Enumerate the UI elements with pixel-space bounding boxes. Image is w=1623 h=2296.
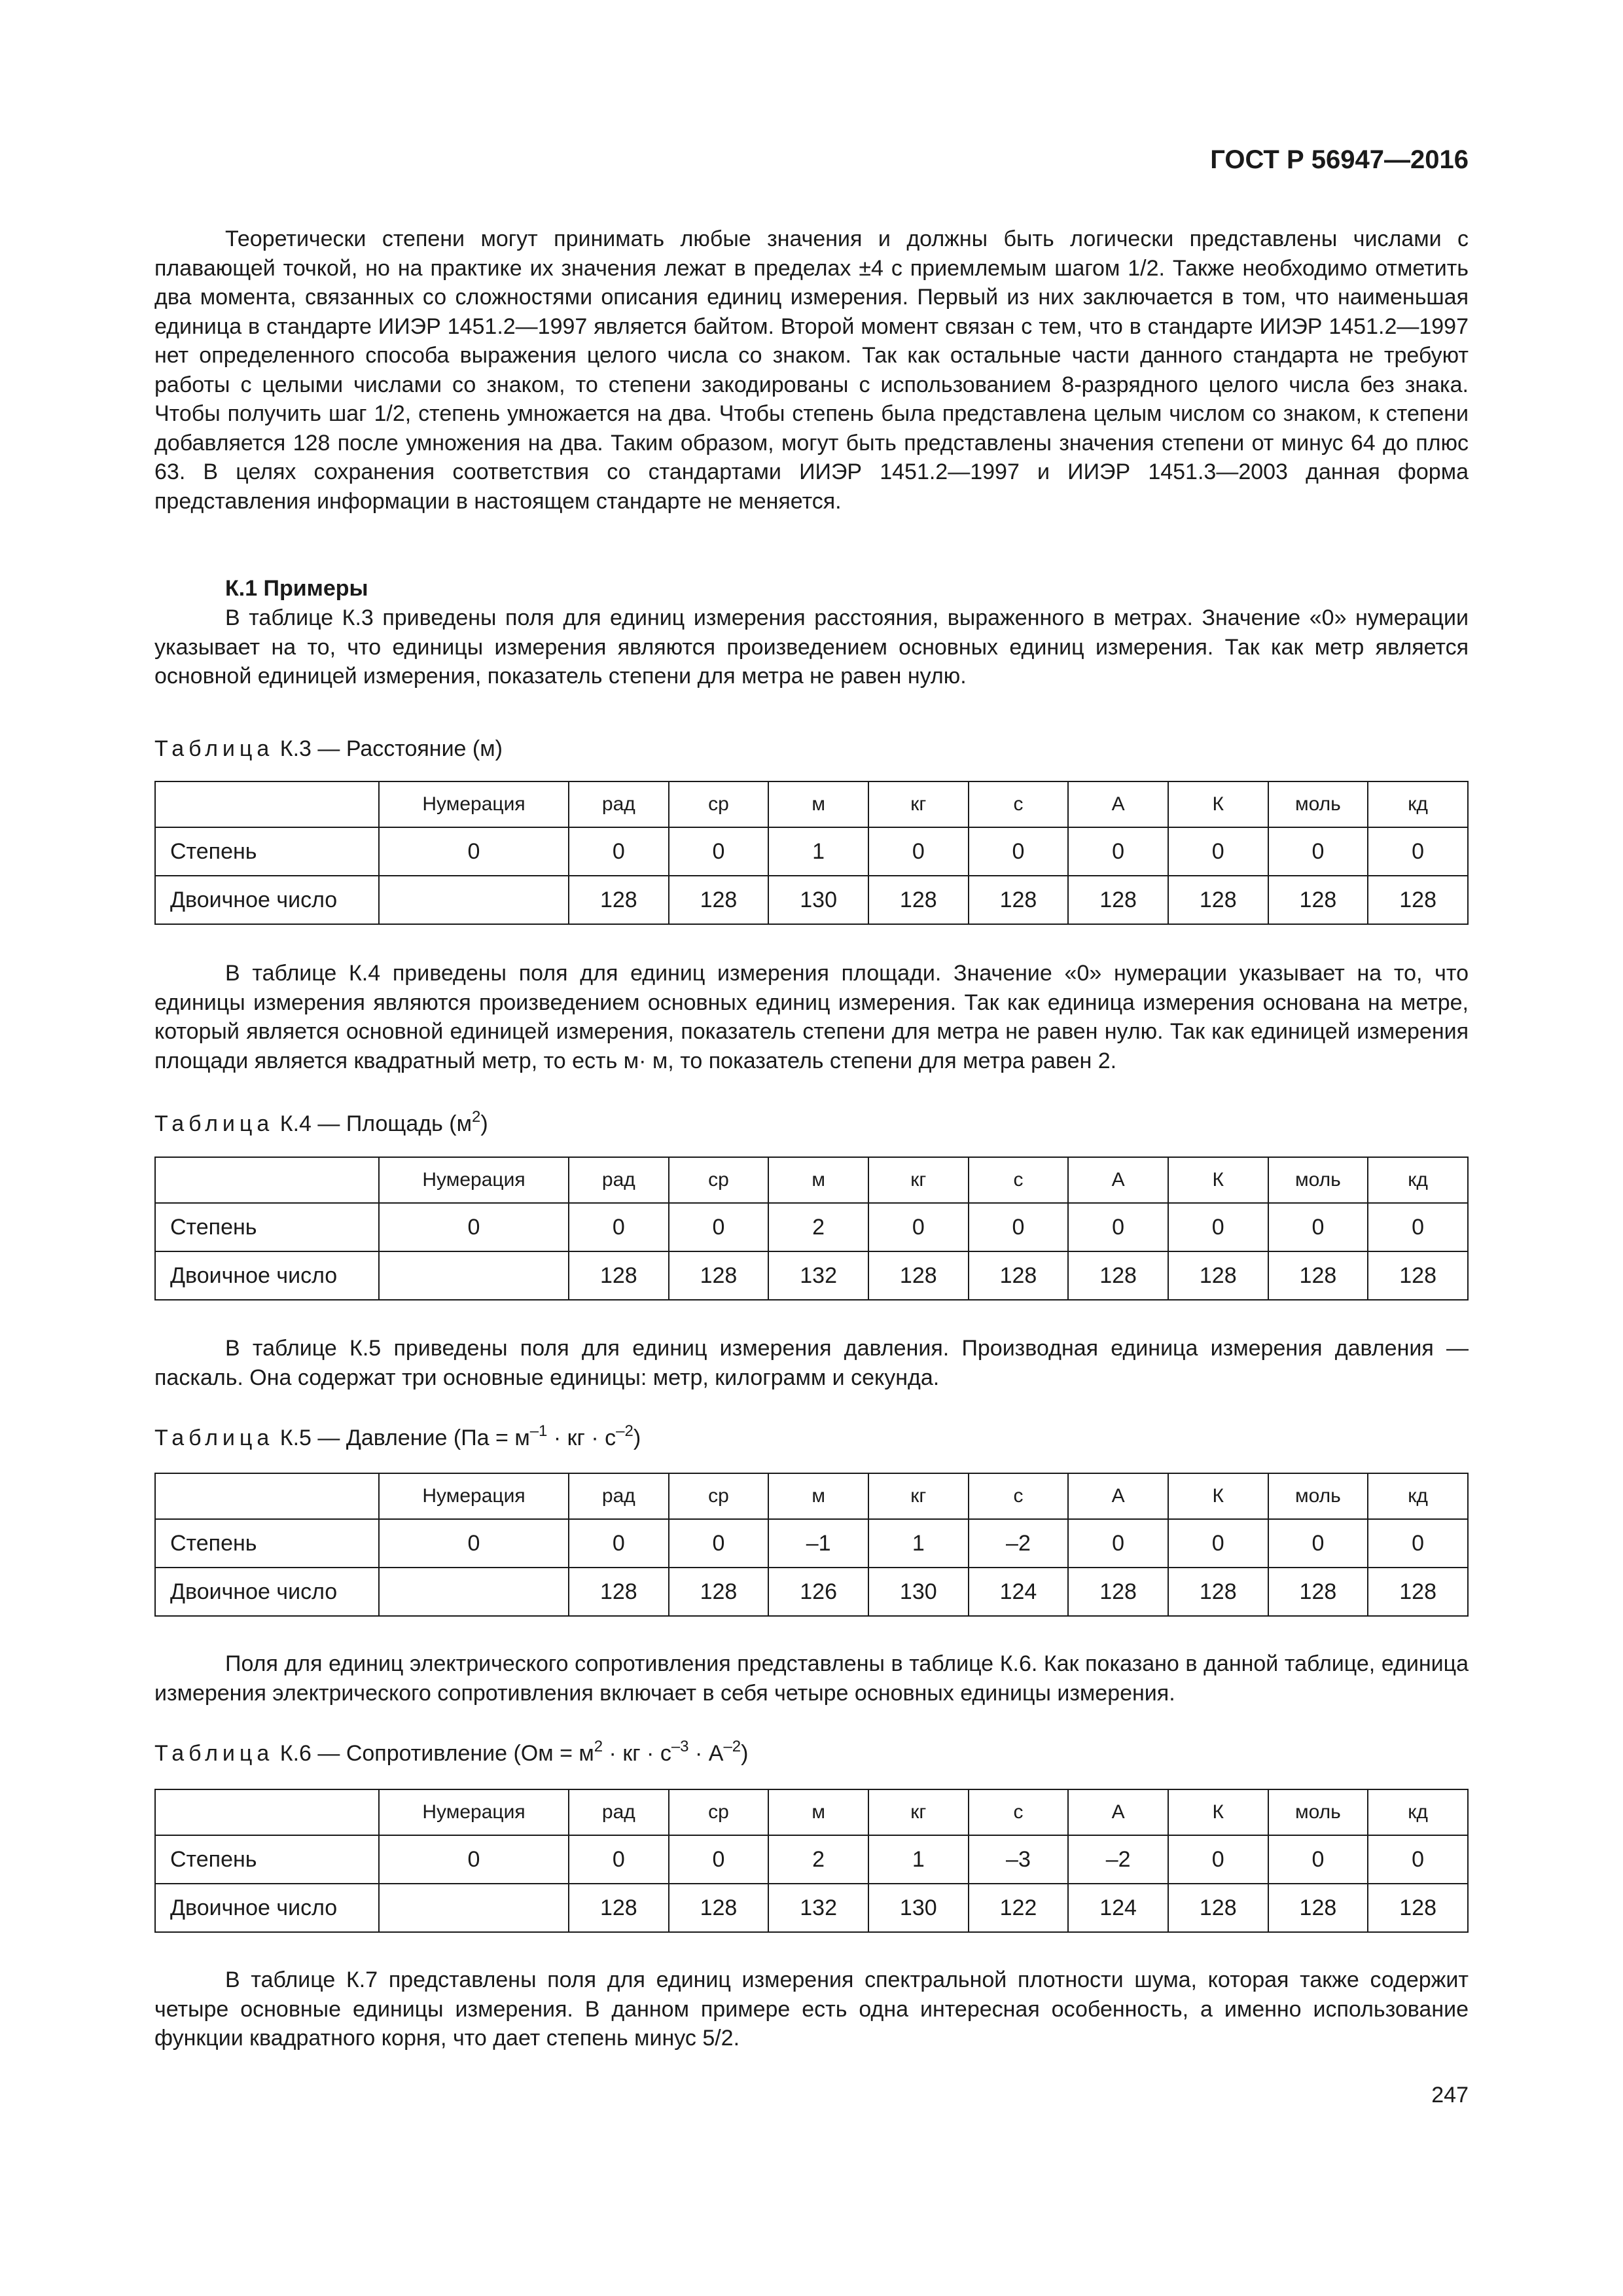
- header-cell: кг: [868, 1473, 969, 1519]
- table-row: [155, 827, 1468, 876]
- table-cell: 0: [1368, 1203, 1468, 1251]
- header-cell: с: [969, 1789, 1069, 1835]
- header-cell: м: [768, 1789, 868, 1835]
- table-cell: 0: [1168, 827, 1268, 876]
- caption-text-mid: · кг · с: [603, 1741, 671, 1766]
- table-cell: 0: [969, 827, 1069, 876]
- table-cell: 130: [868, 1884, 969, 1932]
- table-cell: [379, 1568, 569, 1616]
- table-cell: 0: [569, 1203, 669, 1251]
- table-cell: 128: [969, 1251, 1069, 1300]
- header-cell: ср: [669, 1473, 769, 1519]
- table-k4-caption: [154, 1109, 488, 1138]
- header-cell: моль: [1268, 1789, 1368, 1835]
- table-cell: 0: [1068, 1519, 1168, 1568]
- table-cell: 0: [868, 1203, 969, 1251]
- table-cell: 0: [669, 1203, 769, 1251]
- table-cell: 0: [1368, 1519, 1468, 1568]
- table-k6-caption: [154, 1739, 748, 1768]
- table-cell: 0: [569, 827, 669, 876]
- table-cell: 0: [569, 1835, 669, 1884]
- row-label: Степень: [155, 1203, 379, 1251]
- table-cell: [379, 1251, 569, 1300]
- caption-word: Таблица: [154, 1741, 274, 1766]
- table-header-row: [155, 1473, 1468, 1519]
- section-title: К.1 Примеры: [225, 576, 368, 601]
- table-cell: –2: [969, 1519, 1069, 1568]
- table-row: [155, 1203, 1468, 1251]
- header-cell: ср: [669, 1789, 769, 1835]
- caption-superscript: 2: [594, 1737, 603, 1755]
- table-cell: 128: [1168, 1568, 1268, 1616]
- table-k5-caption: [154, 1424, 641, 1452]
- table-cell: 130: [768, 876, 868, 924]
- table-cell: 0: [1368, 1835, 1468, 1884]
- table-cell: 0: [669, 1519, 769, 1568]
- row-label: Степень: [155, 1835, 379, 1884]
- caption-word: Таблица: [154, 1111, 274, 1136]
- table-k4: [154, 1157, 1469, 1300]
- header-cell: кг: [868, 1789, 969, 1835]
- row-label: Двоичное число: [155, 1568, 379, 1616]
- header-cell: кд: [1368, 781, 1468, 827]
- table-cell: 0: [1268, 1203, 1368, 1251]
- table-cell: 0: [1168, 1519, 1268, 1568]
- table-cell: 128: [569, 1884, 669, 1932]
- header-cell: К: [1168, 781, 1268, 827]
- table-cell: 124: [1068, 1884, 1168, 1932]
- header-cell: моль: [1268, 1473, 1368, 1519]
- caption-text-end: ): [741, 1741, 749, 1766]
- table-cell: –1: [768, 1519, 868, 1568]
- table-cell: 128: [1168, 1251, 1268, 1300]
- paragraph-k6: Поля для единиц электрического сопротивления представлены в таблице К.6. Как показано в данной таблице, единица измерения электрического сопротивления включает в себя четыре основных единицы измерения.: [154, 1651, 1469, 1706]
- header-cell: кд: [1368, 1473, 1468, 1519]
- table-row: [155, 1884, 1468, 1932]
- caption-text: К.3 — Расстояние (м): [279, 736, 503, 761]
- header-cell: [155, 1473, 379, 1519]
- header-cell: Нумерация: [379, 1789, 569, 1835]
- caption-text-mid: · кг · с: [547, 1426, 616, 1450]
- table-cell: 128: [1368, 1251, 1468, 1300]
- table-cell: 0: [1268, 1519, 1368, 1568]
- table-cell: 0: [1268, 827, 1368, 876]
- caption-superscript: –3: [671, 1737, 689, 1755]
- document-id-header: ГОСТ Р 56947—2016: [1210, 145, 1469, 174]
- caption-superscript: 2: [471, 1107, 481, 1126]
- table-cell: 0: [379, 827, 569, 876]
- header-cell: рад: [569, 781, 669, 827]
- caption-text-mid2: · А: [688, 1741, 724, 1766]
- header-cell: А: [1068, 1473, 1168, 1519]
- header-cell: рад: [569, 1157, 669, 1203]
- table-row: [155, 1251, 1468, 1300]
- table-cell: 0: [1068, 827, 1168, 876]
- header-cell: Нумерация: [379, 781, 569, 827]
- table-cell: 128: [1168, 1884, 1268, 1932]
- table-header-row: [155, 1157, 1468, 1203]
- table-cell: 0: [569, 1519, 669, 1568]
- table-cell: 122: [969, 1884, 1069, 1932]
- table-cell: 128: [1268, 1884, 1368, 1932]
- table-cell: 2: [768, 1203, 868, 1251]
- table-k6: [154, 1789, 1469, 1933]
- caption-superscript: –1: [529, 1422, 548, 1440]
- table-cell: 128: [1168, 876, 1268, 924]
- header-cell: м: [768, 1473, 868, 1519]
- paragraph-k3: В таблице К.3 приведены поля для единиц измерения расстояния, выраженного в метрах. Значение «0» нумерации указывает на то, что единицы измерения являются произведением основных единиц измерения. Так как метр является основной единицей измерения, показатель степени для метра не равен нулю.: [154, 605, 1469, 689]
- table-cell: 0: [669, 827, 769, 876]
- header-cell: Нумерация: [379, 1473, 569, 1519]
- header-cell: К: [1168, 1473, 1268, 1519]
- caption-superscript: –2: [723, 1737, 741, 1755]
- header-cell: кг: [868, 781, 969, 827]
- table-cell: 1: [768, 827, 868, 876]
- row-label: Двоичное число: [155, 876, 379, 924]
- table-cell: 128: [1268, 1251, 1368, 1300]
- header-cell: рад: [569, 1789, 669, 1835]
- table-cell: 0: [1068, 1203, 1168, 1251]
- table-header-row: [155, 781, 1468, 827]
- header-cell: [155, 1789, 379, 1835]
- header-cell: А: [1068, 1789, 1168, 1835]
- header-cell: кг: [868, 1157, 969, 1203]
- caption-superscript: –2: [616, 1422, 633, 1440]
- caption-text-end: ): [633, 1426, 641, 1450]
- table-cell: 128: [569, 1251, 669, 1300]
- table-cell: 132: [768, 1884, 868, 1932]
- caption-word: Таблица: [154, 1426, 274, 1450]
- table-cell: 128: [868, 876, 969, 924]
- table-cell: 132: [768, 1251, 868, 1300]
- caption-text: К.6 — Сопротивление (Ом = м: [279, 1741, 594, 1766]
- header-cell: А: [1068, 781, 1168, 827]
- table-cell: 128: [868, 1251, 969, 1300]
- table-cell: 0: [379, 1203, 569, 1251]
- table-cell: 0: [1368, 827, 1468, 876]
- table-cell: 0: [1168, 1203, 1268, 1251]
- table-cell: 1: [868, 1835, 969, 1884]
- table-cell: 128: [1068, 1568, 1168, 1616]
- paragraph-k4: В таблице К.4 приведены поля для единиц измерения площади. Значение «0» нумерации указывает на то, что единицы измерения являются произведением основных единиц измерения. Так как единица измерения основана на метре, который является основной единицей измерения, показатель степени для метра не равен нулю. Так как единицей измерения площади является квадратный метр, то есть м· м, то показатель степени для метра равен 2.: [154, 961, 1469, 1073]
- header-cell: [155, 781, 379, 827]
- header-cell: с: [969, 1473, 1069, 1519]
- table-cell: 0: [969, 1203, 1069, 1251]
- paragraph-k5: В таблице К.5 приведены поля для единиц измерения давления. Производная единица измерения давления — паскаль. Она содержат три основные единицы: метр, килограмм и секунда.: [154, 1336, 1469, 1390]
- header-cell: моль: [1268, 781, 1368, 827]
- table-cell: 128: [1368, 1884, 1468, 1932]
- table-cell: 128: [1368, 876, 1468, 924]
- table-cell: 0: [1268, 1835, 1368, 1884]
- table-row: [155, 1568, 1468, 1616]
- table-cell: 126: [768, 1568, 868, 1616]
- paragraph-k7: В таблице К.7 представлены поля для единиц измерения спектральной плотности шума, которая также содержит четыре основные единицы измерения. В данном примере есть одна интересная особенность, а именно использование функции квадратного корня, что дает степень минус 5/2.: [154, 1967, 1469, 2051]
- table-cell: 0: [669, 1835, 769, 1884]
- header-cell: К: [1168, 1789, 1268, 1835]
- table-cell: 0: [1168, 1835, 1268, 1884]
- header-cell: К: [1168, 1157, 1268, 1203]
- table-cell: 128: [569, 1568, 669, 1616]
- table-cell: 128: [1268, 876, 1368, 924]
- table-row: [155, 1835, 1468, 1884]
- row-label: Степень: [155, 827, 379, 876]
- caption-word: Таблица: [154, 736, 274, 761]
- table-cell: [379, 1884, 569, 1932]
- table-cell: 0: [379, 1835, 569, 1884]
- table-cell: 128: [669, 1251, 769, 1300]
- header-cell: м: [768, 1157, 868, 1203]
- table-cell: 128: [1268, 1568, 1368, 1616]
- table-cell: 124: [969, 1568, 1069, 1616]
- table-k5: [154, 1473, 1469, 1617]
- table-cell: 128: [1068, 876, 1168, 924]
- header-cell: ср: [669, 1157, 769, 1203]
- table-header-row: [155, 1789, 1468, 1835]
- caption-text: К.4 — Площадь (м: [279, 1111, 472, 1136]
- table-cell: 128: [669, 1884, 769, 1932]
- header-cell: Нумерация: [379, 1157, 569, 1203]
- page-number: 247: [1431, 2083, 1469, 2108]
- table-cell: [379, 876, 569, 924]
- header-cell: с: [969, 781, 1069, 827]
- table-k3-caption: [154, 734, 503, 763]
- row-label: Двоичное число: [155, 1251, 379, 1300]
- table-cell: –2: [1068, 1835, 1168, 1884]
- intro-paragraph: Теоретически степени могут принимать любые значения и должны быть логически представлены числами с плавающей точкой, но на практике их значения лежат в пределах ±4 с приемлемым шагом 1/2. Также необходимо отметить два момента, связанных со сложностями описания единиц измерения. Первый из них заключается в том, что наименьшая единица в стандарте ИИЭР 1451.2—1997 является байтом. Второй момент связан с тем, что в стандарте ИИЭР 1451.2—1997 нет определенного способа выражения целого числа со знаком. Так как остальные части данного стандарта не требуют работы с целыми числами со знаком, то степени закодированы с использованием 8-разрядного целого числа без знака. Чтобы получить шаг 1/2, степень умножается на два. Чтобы степень была представлена целым числом со знаком, к степени добавляется 128 после умножения на два. Таким образом, могут быть представлены значения степени от минус 64 до плюс 63. В целях сохранения соответствия со стандартами ИИЭР 1451.2—1997 и ИИЭР 1451.3—2003 данная форма представления информации в настоящем стандарте не меняется.: [154, 226, 1469, 514]
- caption-text-end: ): [480, 1111, 488, 1136]
- header-cell: А: [1068, 1157, 1168, 1203]
- table-cell: 130: [868, 1568, 969, 1616]
- header-cell: [155, 1157, 379, 1203]
- header-cell: кд: [1368, 1789, 1468, 1835]
- header-cell: моль: [1268, 1157, 1368, 1203]
- table-cell: 0: [379, 1519, 569, 1568]
- table-cell: 128: [669, 876, 769, 924]
- table-cell: –3: [969, 1835, 1069, 1884]
- caption-text: К.5 — Давление (Па = м: [279, 1426, 530, 1450]
- header-cell: рад: [569, 1473, 669, 1519]
- header-cell: ср: [669, 781, 769, 827]
- table-row: [155, 876, 1468, 924]
- table-cell: 128: [1068, 1251, 1168, 1300]
- table-cell: 128: [969, 876, 1069, 924]
- header-cell: с: [969, 1157, 1069, 1203]
- table-cell: 0: [868, 827, 969, 876]
- table-cell: 128: [669, 1568, 769, 1616]
- table-cell: 2: [768, 1835, 868, 1884]
- table-row: [155, 1519, 1468, 1568]
- row-label: Двоичное число: [155, 1884, 379, 1932]
- table-cell: 128: [569, 876, 669, 924]
- table-cell: 1: [868, 1519, 969, 1568]
- table-k3: [154, 781, 1469, 925]
- row-label: Степень: [155, 1519, 379, 1568]
- header-cell: м: [768, 781, 868, 827]
- header-cell: кд: [1368, 1157, 1468, 1203]
- table-cell: 128: [1368, 1568, 1468, 1616]
